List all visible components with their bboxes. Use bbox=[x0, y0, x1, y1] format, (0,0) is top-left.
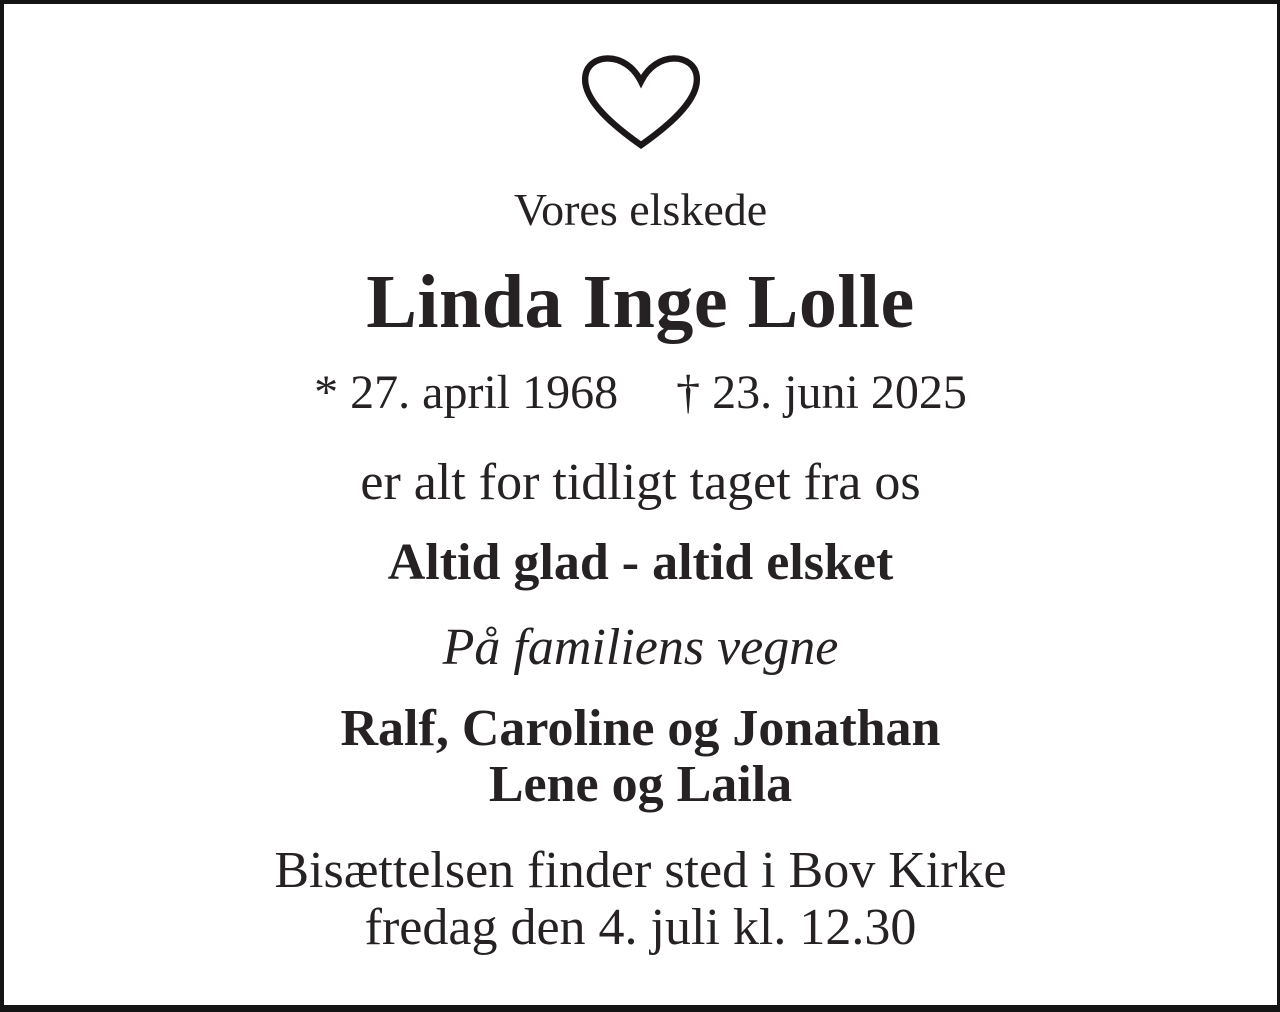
death-date: † 23. juni 2025 bbox=[676, 366, 967, 420]
deceased-name: Linda Inge Lolle bbox=[366, 260, 915, 345]
mourners-line: Lene og Laila bbox=[488, 756, 793, 814]
mourners-block bbox=[341, 701, 941, 813]
heart-icon bbox=[577, 54, 705, 152]
birth-death-dates bbox=[314, 364, 967, 422]
motto-line: Altid glad - altid elsket bbox=[387, 534, 894, 592]
mourners-line: Ralf, Caroline og Jonathan bbox=[340, 700, 941, 758]
birth-date: * 27. april 1968 bbox=[314, 366, 619, 420]
ceremony-line: fredag den 4. juli kl. 12.30 bbox=[364, 898, 917, 956]
ceremony-block bbox=[274, 843, 1006, 955]
tribute-line: er alt for tidligt taget fra os bbox=[360, 453, 921, 511]
on-behalf-line: På familiens vegne bbox=[442, 618, 839, 676]
intro-line: Vores elskede bbox=[513, 184, 768, 235]
ceremony-line: Bisættelsen finder sted i Bov Kirke bbox=[274, 842, 1007, 900]
